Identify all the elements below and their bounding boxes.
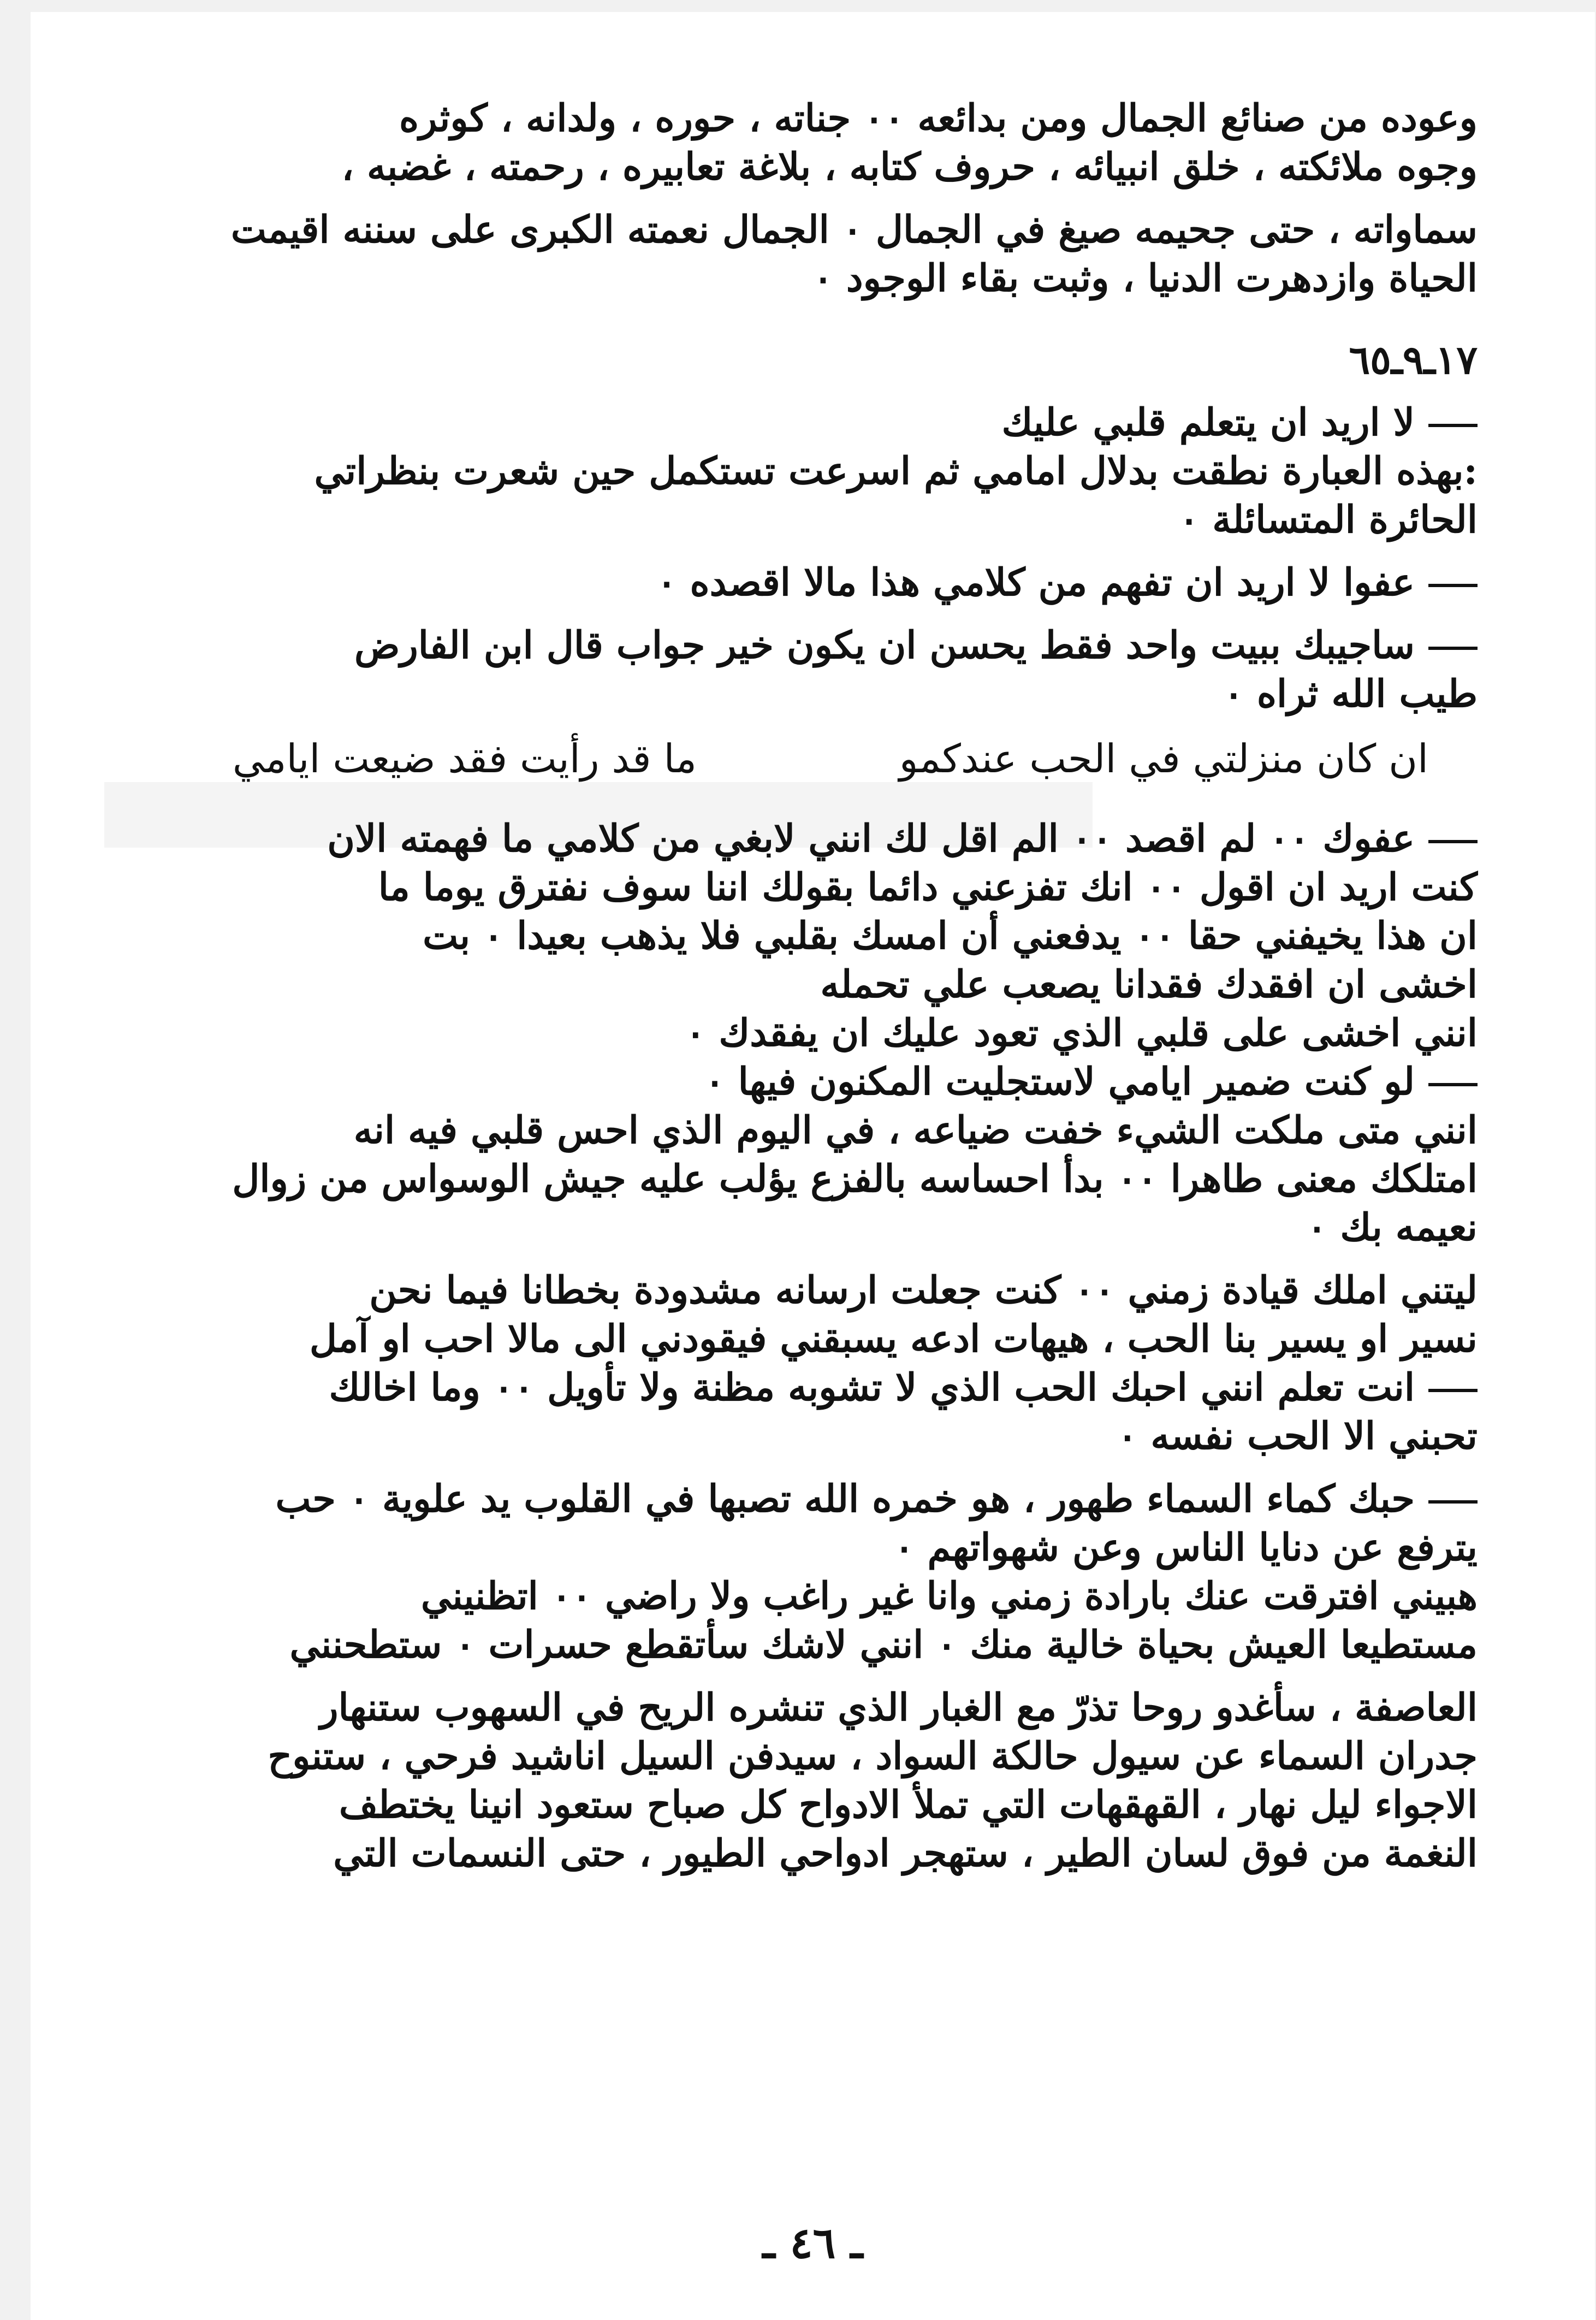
page-body-text <box>151 94 1478 1878</box>
text-line: ليتني املك قيادة زمني ٠٠ كنت جعلت ارسانه مشدودة بخطانا فيما نحن <box>369 1268 1478 1312</box>
verse-first-hemistich: ان كان منزلتي في الحب عندكمو <box>899 736 1428 782</box>
dialogue-line <box>151 1057 1478 1106</box>
dash-mark <box>1415 1475 1478 1523</box>
text-line: تحبني الا الحب نفسه ٠ <box>1117 1414 1478 1458</box>
dialogue-line <box>151 398 1478 447</box>
text-line: يترفع عن دنايا الناس وعن شهواتهم ٠ <box>894 1525 1478 1570</box>
dialogue-line <box>151 621 1478 670</box>
text-line: الاجواء ليل نهار ، القهقهات التي تملأ الادواح كل صباح ستعود انينا يختطف <box>339 1783 1478 1827</box>
text-line: الحياة وازدهرت الدنيا ، وثبت بقاء الوجود ٠ <box>812 256 1478 300</box>
text-line: انني متى ملكت الشيء خفت ضياعه ، في اليوم الذي احس قلبي فيه انه <box>353 1108 1478 1152</box>
text-line: طيب الله ثراه ٠ <box>1223 672 1478 716</box>
text-line: نعيمه بك ٠ <box>1307 1205 1478 1250</box>
text-line: سماواته ، حتى جحيمه صيغ في الجمال ٠ الجمال نعمته الكبرى على سننه اقيمت <box>230 208 1478 252</box>
line-text: عفوك ٠٠ لم اقصد ٠٠ الم اقل لك انني لابغي من كلامي ما فهمته الان <box>327 816 1415 861</box>
text-line: وعوده من صنائع الجمال ومن بدائعه ٠٠ جناته ، حوره ، ولدانه ، كوثره <box>399 96 1478 140</box>
text-line: نسير او يسير بنا الحب ، هيهات ادعه يسبقني فيقودني الى مالا احب او آمل <box>309 1317 1478 1361</box>
text-line: امتلكك معنى طاهرا ٠٠ بدأ احساسه بالفزع يؤلب عليه جيش الوسواس من زوال <box>232 1157 1478 1201</box>
page-number: ـ ٤٦ ـ <box>762 2218 863 2268</box>
dash-mark <box>1415 398 1478 447</box>
line-text: حبك كماء السماء طهور ، هو خمره الله تصبها في القلوب يد علوية ٠ حب <box>275 1477 1415 1521</box>
dash-mark <box>1415 814 1478 863</box>
text-line: كنت اريد ان اقول ٠٠ انك تفزعني دائما بقولك اننا سوف نفترق يوما ما <box>378 865 1478 909</box>
line-text: انت تعلم انني احبك الحب الذي لا تشوبه مظنة ولا تأويل ٠٠ وما اخالك <box>329 1365 1415 1410</box>
dialogue-line <box>151 1475 1478 1523</box>
dash-mark <box>1415 558 1478 607</box>
dialogue-line <box>151 814 1478 863</box>
book-page <box>31 12 1595 2320</box>
text-line: جدران السماء عن سيول حالكة السواد ، سيدفن السيل اناشيد فرحي ، ستنوح <box>268 1734 1478 1778</box>
dialogue-line <box>151 558 1478 607</box>
dash-mark <box>1415 1057 1478 1106</box>
dash-mark <box>1415 1363 1478 1412</box>
text-line: اخشى ان افقدك فقدانا يصعب علي تحمله <box>820 962 1478 1007</box>
dash-mark <box>1415 621 1478 670</box>
entry-date: ١٧ـ٩ـ٦٥ <box>1349 336 1478 383</box>
line-text: ساجيبك ببيت واحد فقط يحسن ان يكون خير جواب قال ابن الفارض <box>354 623 1415 667</box>
text-line: وجوه ملائكته ، خلق انبيائه ، حروف كتابه ، بلاغة تعابيره ، رحمته ، غضبه ، <box>341 145 1478 189</box>
text-line: :بهذه العبارة نطقت بدلال امامي ثم اسرعت تستكمل حين شعرت بنظراتي <box>314 449 1478 493</box>
text-line: انني اخشى على قلبي الذي تعود عليك ان يفقدك ٠ <box>685 1011 1478 1055</box>
line-text: لو كنت ضمير ايامي لاستجليت المكنون فيها ٠ <box>704 1060 1415 1104</box>
line-text: عفوا لا اريد ان تفهم من كلامي هذا مالا اقصده ٠ <box>656 560 1415 605</box>
text-line: مستطيعا العيش بحياة خالية منك ٠ انني لاشك سأتقطع حسرات ٠ ستطحنني <box>289 1623 1478 1667</box>
text-line: ان هذا يخيفني حقا ٠٠ يدفعني أن امسك بقلبي فلا يذهب بعيدا ٠ بت <box>423 914 1478 958</box>
line-text: لا اريد ان يتعلم قلبي عليك <box>1001 400 1415 445</box>
text-line: الحائرة المتسائلة ٠ <box>1179 498 1478 542</box>
dialogue-line <box>151 1363 1478 1412</box>
poem-verse <box>151 735 1478 800</box>
text-line: العاصفة ، سأغدو روحا تذرّ مع الغبار الذي تنشره الريح في السهوب ستنهار <box>320 1685 1478 1730</box>
text-line: النغمة من فوق لسان الطير ، ستهجر ادواحي الطيور ، حتى النسمات التي <box>333 1831 1478 1875</box>
verse-second-hemistich: ما قد رأيت فقد ضيعت ايامي <box>232 736 697 782</box>
text-line: هبيني افترقت عنك بارادة زمني وانا غير راغب ولا راضي ٠٠ اتظنيني <box>420 1574 1478 1618</box>
